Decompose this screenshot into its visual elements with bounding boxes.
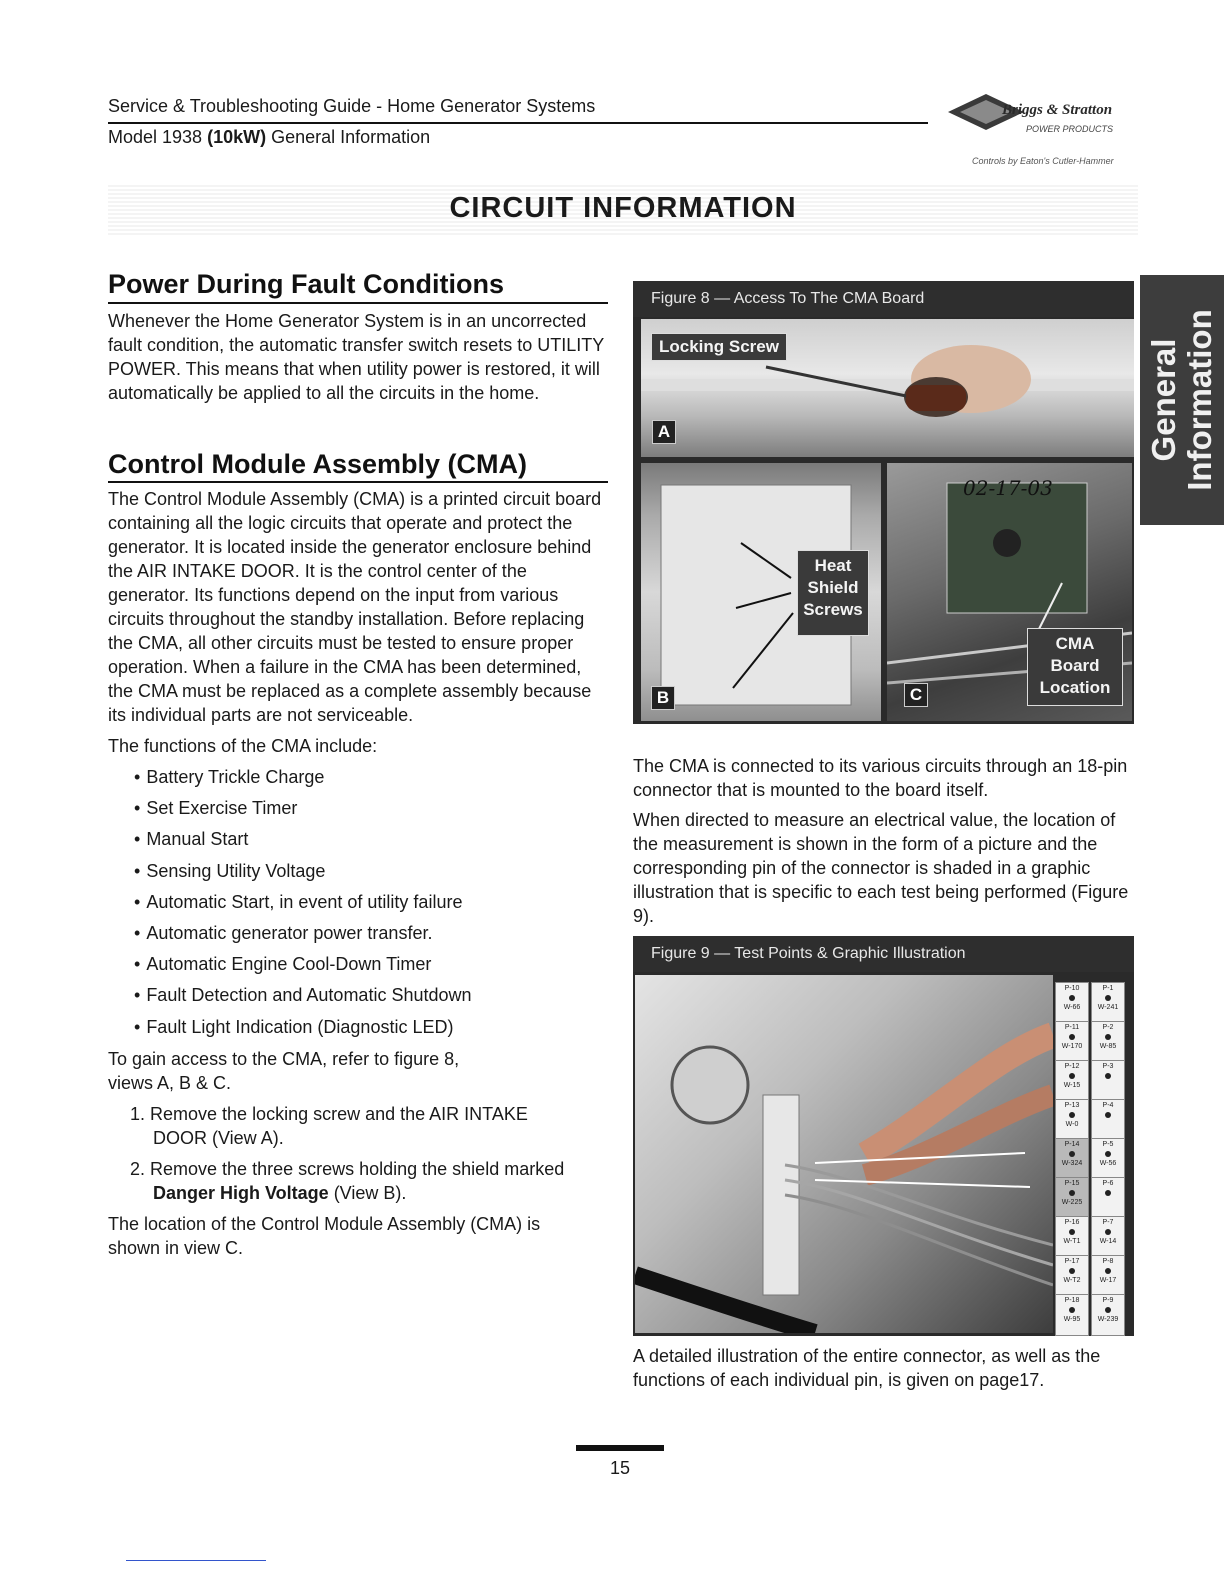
connector-pin-cell [1055, 1099, 1089, 1141]
heading-rule-2 [108, 481, 608, 483]
step-1-line-1: 1. Remove the locking screw and the AIR INTAKE [130, 1104, 528, 1124]
handwritten-date: 02-17-03 [963, 476, 1053, 500]
heat-shield-line-1: Heat [814, 556, 852, 575]
pin-dot-icon [1105, 995, 1111, 1001]
pin-label: P-10 [1064, 985, 1080, 992]
cma-function-item: • Sensing Utility Voltage [134, 859, 472, 890]
pin-dot-icon [1069, 1073, 1075, 1079]
connector-detail-paragraph: A detailed illustration of the entire connector, as well as the functions of each individual pin, is given on page17. [633, 1346, 1101, 1390]
connector-pin-cell [1091, 1294, 1125, 1336]
wire-label: W-14 [1099, 1238, 1117, 1245]
connector-pin-cell [1091, 1021, 1125, 1063]
cma-paragraph: The Control Module Assembly (CMA) is a printed circuit board containing all the logic circuits that operate and protect the generator. It is located inside the generator enclosure behind the AIR INTAKE DOOR. It is the control center of the generator. Its functions depend on the input from various circuits throughout the standby installation. Before replacing the CMA, all other circuits must be tested to ensure proper operation. When a failure in the CMA has been determined, the CMA must be replaced as a complete assembly because its individual parts are not serviceable. [108, 489, 602, 725]
connector-pin-cell [1091, 1177, 1125, 1219]
view-c-label: C [904, 683, 928, 707]
pin-label: P-13 [1064, 1102, 1080, 1109]
header-guide-title: Service & Troubleshooting Guide - Home Generator Systems [108, 96, 596, 116]
wire-label: W-15 [1063, 1082, 1081, 1089]
wire-label: W-T1 [1063, 1238, 1081, 1245]
model-kw: (10kW) [207, 127, 267, 147]
pin-label: P-8 [1102, 1258, 1114, 1265]
pin-dot-icon [1069, 1151, 1075, 1157]
footer-link-underline [126, 1560, 266, 1561]
test-points-photo [635, 975, 1053, 1333]
access-line-2: views A, B & C. [108, 1073, 232, 1093]
pin-label: P-9 [1102, 1297, 1114, 1304]
heat-shield-line-2: Shield [807, 578, 859, 597]
connector-pin-cell [1091, 1060, 1125, 1102]
pin-dot-icon [1069, 1034, 1075, 1040]
header-rule [108, 122, 928, 124]
connector-pin-cell [1055, 1255, 1089, 1297]
access-line-1: To gain access to the CMA, refer to figure 8, [108, 1049, 460, 1069]
connector-pin-cell [1055, 1294, 1089, 1336]
wire-label: W-66 [1063, 1004, 1081, 1011]
view-a-label: A [652, 420, 676, 444]
side-tab-line2: Information [1181, 309, 1218, 491]
heat-shield-line-3: Screws [803, 600, 863, 619]
danger-high-voltage: Danger High Voltage [153, 1183, 329, 1203]
step-1-line-2: DOOR (View A). [153, 1128, 284, 1148]
pin-label: P-11 [1064, 1024, 1080, 1031]
model-prefix: Model 1938 [108, 127, 208, 147]
pin-label: P-2 [1102, 1024, 1114, 1031]
wire-label: W-17 [1099, 1277, 1117, 1284]
pin-label: P-4 [1102, 1102, 1114, 1109]
page-title: CIRCUIT INFORMATION [449, 192, 797, 224]
cma-function-item: • Fault Light Indication (Diagnostic LED) [134, 1015, 472, 1046]
wire-label: W-56 [1099, 1160, 1117, 1167]
wire-label: W-241 [1097, 1004, 1119, 1011]
pin-dot-icon [1105, 1034, 1111, 1040]
wire-label: W-225 [1061, 1199, 1083, 1206]
wire-label: W-0 [1065, 1121, 1079, 1128]
connector-pin-cell [1055, 982, 1089, 1024]
locking-screw-label: Locking Screw [651, 333, 787, 361]
pin-label: P-15 [1064, 1180, 1080, 1187]
pin-label: P-1 [1102, 985, 1114, 992]
pin-label: P-12 [1064, 1063, 1080, 1070]
cma-function-item: • Automatic Start, in event of utility failure [134, 890, 472, 921]
logo-sub: POWER PRODUCTS [1026, 124, 1114, 134]
pin-label: P-3 [1102, 1063, 1114, 1070]
logo-brand: Briggs & Stratton [1002, 102, 1113, 118]
side-tab-line1: General [1145, 338, 1182, 462]
wire-label: W-239 [1097, 1316, 1119, 1323]
pin-dot-icon [1105, 1268, 1111, 1274]
pin-label: P-6 [1102, 1180, 1114, 1187]
power-fault-paragraph: Whenever the Home Generator System is in an uncorrected fault condition, the automatic transfer switch resets to UTILITY POWER. This means that when utility power is restored, it will automatically be applied to all the circuits in the home. [108, 311, 604, 403]
wire-label: W-95 [1063, 1316, 1081, 1323]
cma-function-item: • Automatic generator power transfer. [134, 921, 472, 952]
wire-label: W-T2 [1063, 1277, 1081, 1284]
heading-rule-1 [108, 302, 608, 304]
logo-controls: Controls by Eaton's Cutler-Hammer [972, 156, 1114, 166]
connector-pin-cell [1055, 1216, 1089, 1258]
pin-label: P-7 [1102, 1219, 1114, 1226]
cma-label-line-2: Board [1050, 656, 1100, 675]
heat-shield-label [797, 550, 869, 636]
wire-label: W-324 [1061, 1160, 1083, 1167]
cma-function-item: • Set Exercise Timer [134, 796, 472, 827]
cma-connector-paragraph: The CMA is connected to its various circuits through an 18-pin connector that is mounted to the board itself. [633, 756, 1128, 800]
pin-dot-icon [1069, 1229, 1075, 1235]
step-2-view: (View B). [328, 1183, 407, 1203]
briggs-stratton-logo [940, 88, 1140, 178]
heading-power-fault: Power During Fault Conditions [108, 269, 504, 299]
pin-dot-icon [1069, 1112, 1075, 1118]
cma-label-line-3: Location [1039, 678, 1111, 697]
figure-8-caption: Figure 8 — Access To The CMA Board [633, 281, 1134, 317]
pin-dot-icon [1069, 995, 1075, 1001]
pin-dot-icon [1105, 1112, 1111, 1118]
connector-pin-cell [1091, 982, 1125, 1024]
step-2-line-1: 2. Remove the three screws holding the shield marked [130, 1159, 565, 1179]
figure-9-caption: Figure 9 — Test Points & Graphic Illustration [633, 936, 1134, 972]
pin-label: P-5 [1102, 1141, 1114, 1148]
pin-dot-icon [1105, 1073, 1111, 1079]
pin-label: P-16 [1064, 1219, 1080, 1226]
connector-pin-cell [1091, 1216, 1125, 1258]
pin-label: P-18 [1064, 1297, 1080, 1304]
connector-pin-cell [1055, 1060, 1089, 1102]
cma-board-location-label [1027, 628, 1123, 706]
measurement-paragraph: When directed to measure an electrical value, the location of the measurement is shown in the form of a picture and the corresponding pin of the connector is shaded in a graphic illustration that is specific to each test being performed (Figure 9). [633, 810, 1129, 926]
section-side-tab [1140, 275, 1224, 525]
test-probe-illustration [635, 975, 1053, 1333]
pin-dot-icon [1069, 1190, 1075, 1196]
wire-label: W-170 [1061, 1043, 1083, 1050]
pin-dot-icon [1105, 1229, 1111, 1235]
page-number-bar [576, 1445, 664, 1451]
page-number: 15 [609, 1458, 631, 1478]
connector-pin-cell [1091, 1255, 1125, 1297]
wire-label: W-85 [1099, 1043, 1117, 1050]
model-suffix: General Information [266, 127, 431, 147]
connector-pin-cell [1091, 1099, 1125, 1141]
connector-pin-cell [1055, 1021, 1089, 1063]
location-line-2: shown in view C. [108, 1238, 244, 1258]
functions-intro: The functions of the CMA include: [108, 736, 378, 756]
cma-function-item: • Automatic Engine Cool-Down Timer [134, 952, 472, 983]
connector-pin-cell [1091, 1138, 1125, 1180]
heading-cma: Control Module Assembly (CMA) [108, 449, 528, 479]
cma-function-item: • Manual Start [134, 827, 472, 858]
cma-function-item: • Fault Detection and Automatic Shutdown [134, 983, 472, 1014]
pin-dot-icon [1105, 1190, 1111, 1196]
header-model-line [108, 127, 430, 148]
cma-function-item: • Battery Trickle Charge [134, 765, 472, 796]
location-line-1: The location of the Control Module Assembly (CMA) is [108, 1214, 541, 1234]
view-b-label: B [651, 686, 675, 710]
step-2-line-2 [153, 1181, 406, 1205]
pin-dot-icon [1105, 1151, 1111, 1157]
pin-dot-icon [1069, 1307, 1075, 1313]
pin-dot-icon [1105, 1307, 1111, 1313]
cma-label-line-1: CMA [1055, 634, 1095, 653]
pin-dot-icon [1069, 1268, 1075, 1274]
connector-pin-cell [1055, 1138, 1089, 1180]
pin-label: P-14 [1064, 1141, 1080, 1148]
cma-functions-list [134, 765, 472, 1046]
connector-pin-cell [1055, 1177, 1089, 1219]
pin-label: P-17 [1064, 1258, 1080, 1265]
